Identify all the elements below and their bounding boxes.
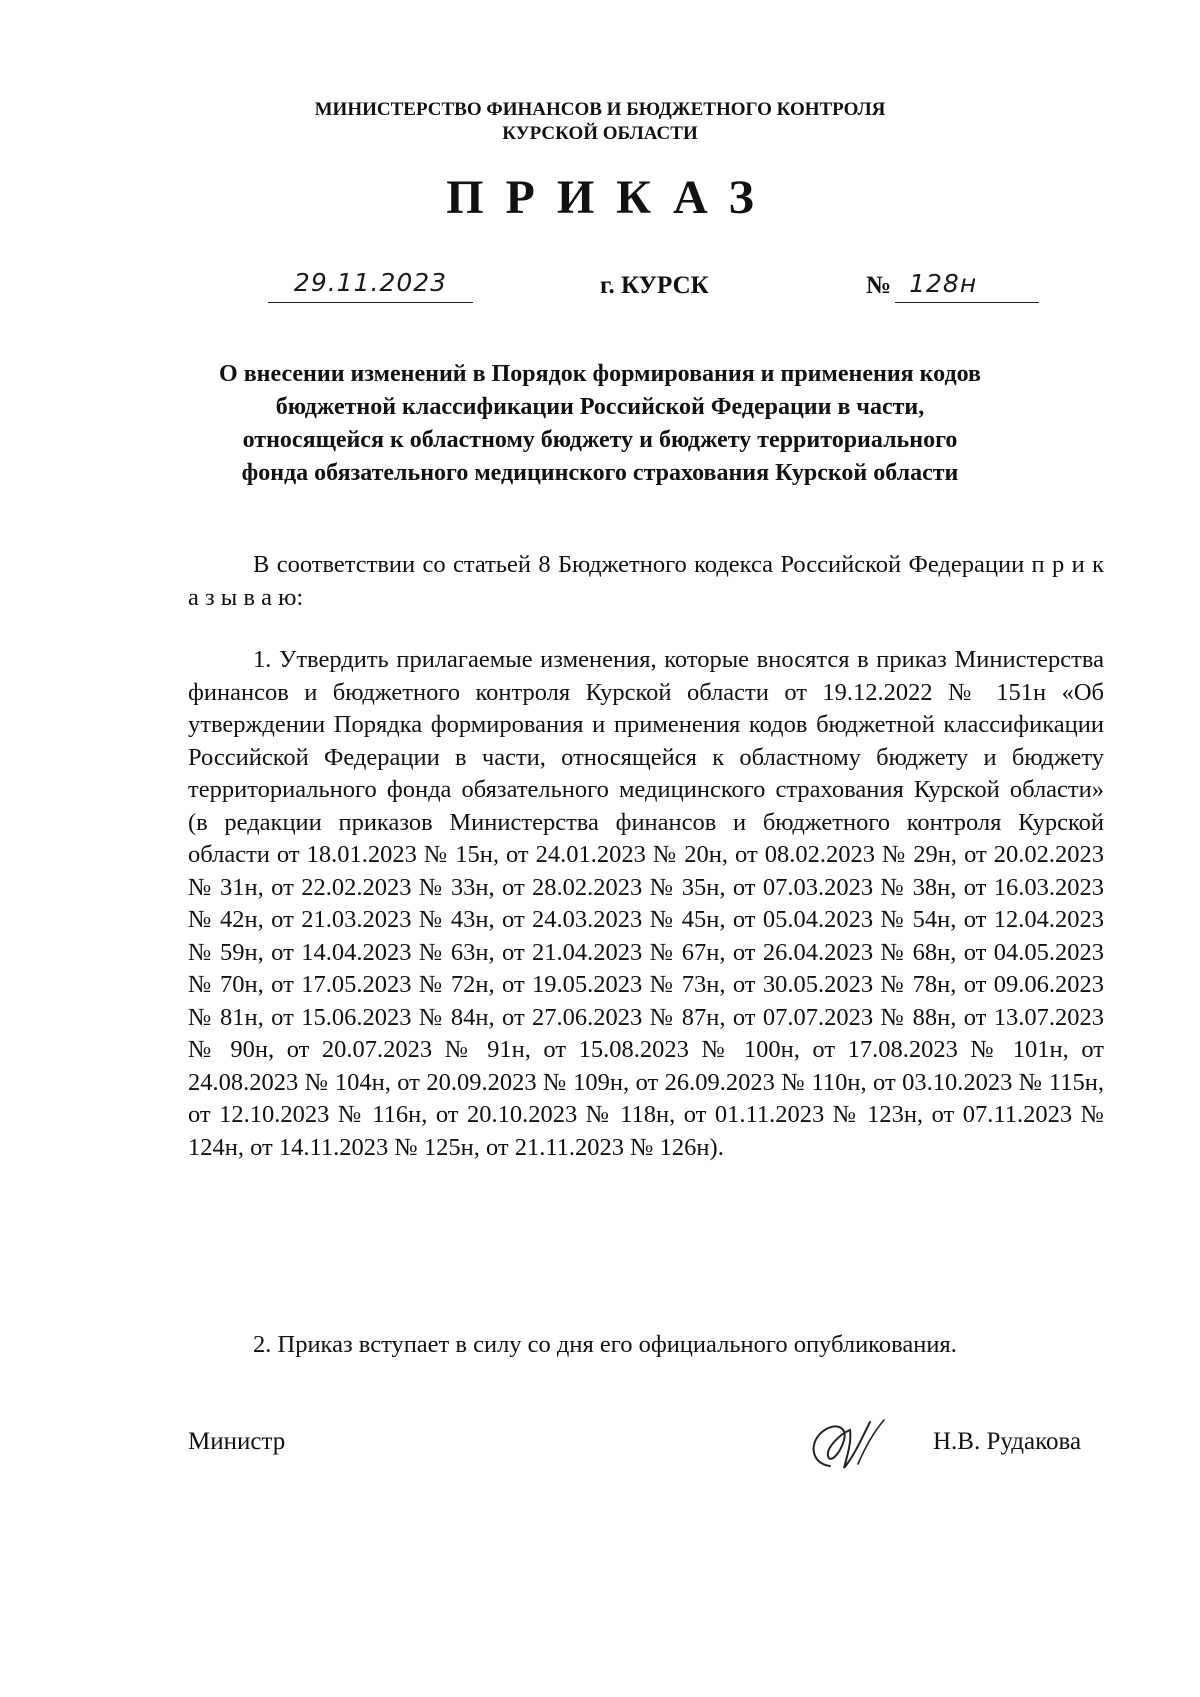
- handwritten-signature: [800, 1416, 890, 1474]
- preamble-paragraph: В соответствии со статьей 8 Бюджетного кодекса Российской Федерации п р и к а з ы в а ю:: [188, 551, 1104, 611]
- document-subject: [150, 358, 1050, 490]
- order-item-1: 1. Утвердить прилагаемые изменения, которые вносятся в приказ Министерства финансов и бюджетного контроля Курской области от 19.12.2022 № 151н «Об утверждении Порядка формирования и применения кодов бюджетной классификации Российской Федерации в части, относящейся к областному бюджету и бюджету территориального фонда обязательного медицинского страхования Курской области» (в редакции приказов Министерства финансов и бюджетного контроля Курской области от 18.01.2023 № 15н, от 24.01.2023 № 20н, от 08.02.2023 № 29н, от 20.02.2023 № 31н, от 22.02.2023 № 33н, от 28.02.2023 № 35н, от 07.03.2023 № 38н, от 16.03.2023 № 42н, от 21.03.2023 № 43н, от 24.03.2023 № 45н, от 05.04.2023 № 54н, от 12.04.2023 № 59н, от 14.04.2023 № 63н, от 21.04.2023 № 67н, от 26.04.2023 № 68н, от 04.05.2023 № 70н, от 17.05.2023 № 72н, от 19.05.2023 № 73н, от 30.05.2023 № 78н, от 09.06.2023 № 81н, от 15.06.2023 № 84н, от 27.06.2023 № 87н, от 07.07.2023 № 88н, от 13.07.2023 № 90н, от 20.07.2023 № 91н, от 15.08.2023 № 100н, от 17.08.2023 № 101н, от 24.08.2023 № 104н, от 20.09.2023 № 109н, от 26.09.2023 № 110н, от 03.10.2023 № 115н, от 12.10.2023 № 116н, от 20.10.2023 № 118н, от 01.11.2023 № 123н, от 07.11.2023 № 124н, от 14.11.2023 № 125н, от 21.11.2023 № 126н).: [188, 646, 1104, 1161]
- order-item-2: 2. Приказ вступает в силу со дня его официального опубликования.: [253, 1331, 957, 1358]
- document-city: г. КУРСК: [600, 272, 709, 299]
- signatory-name: Н.В. Рудакова: [933, 1428, 1082, 1455]
- ministry-line-2: КУРСКОЙ ОБЛАСТИ: [502, 123, 698, 144]
- document-number: [866, 270, 1039, 302]
- document-type-title: ПРИКАЗ: [446, 171, 776, 224]
- subject-line-1: О внесении изменений в Порядок формирования и применения кодов: [219, 361, 981, 387]
- subject-line-4: фонда обязательного медицинского страхования Курской области: [241, 460, 959, 486]
- subject-line-2: бюджетной классификации Российской Федерации в части,: [275, 394, 925, 420]
- signatory-position: Министр: [188, 1428, 286, 1455]
- ministry-line-1: МИНИСТЕРСТВО ФИНАНСОВ И БЮДЖЕТНОГО КОНТРОЛЯ: [314, 99, 886, 120]
- number-value: 128н: [895, 266, 1039, 303]
- number-sign: №: [866, 272, 892, 299]
- document-date: 29.11.2023: [268, 264, 473, 303]
- ministry-name: [0, 98, 1200, 146]
- subject-line-3: относящейся к областному бюджету и бюджету территориального: [242, 427, 958, 453]
- signature-block: [0, 1416, 1200, 1476]
- document-meta: [0, 264, 1200, 310]
